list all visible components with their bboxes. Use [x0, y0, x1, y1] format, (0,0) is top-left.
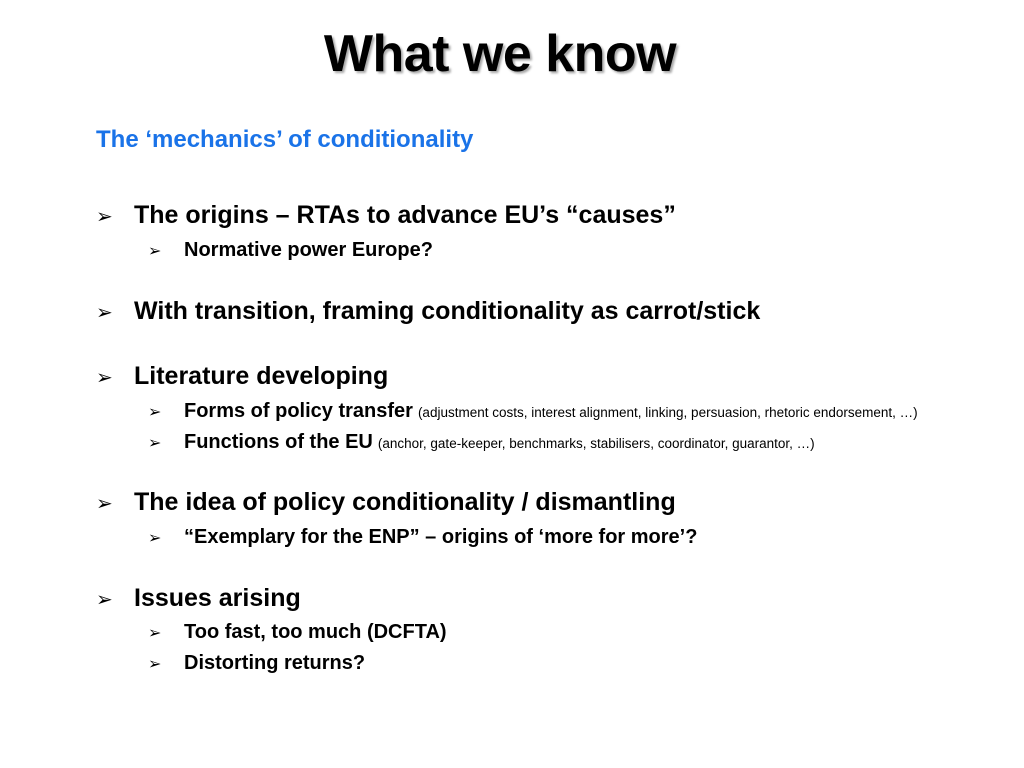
arrow-bullet-icon: ➢: [148, 243, 162, 260]
bullet-text: Literature developing: [134, 362, 389, 390]
slide-title: What we know: [323, 25, 677, 83]
sub-bullet-text: “Exemplary for the ENP” – origins of ‘more for more’?: [184, 526, 698, 548]
sub-bullet-note: (anchor, gate-keeper, benchmarks, stabilisers, coordinator, guarantor, …): [377, 436, 815, 451]
arrow-bullet-icon: ➢: [148, 404, 162, 421]
sub-bullet-text: Too fast, too much (DCFTA): [184, 621, 447, 643]
arrow-bullet-icon: ➢: [96, 589, 113, 611]
slide-subtitle: The ‘mechanics’ of conditionality: [96, 126, 474, 153]
arrow-bullet-icon: ➢: [148, 435, 162, 452]
sub-bullet-policy-transfer: [148, 400, 918, 423]
bullet-text: Issues arising: [134, 584, 301, 612]
arrow-bullet-icon: ➢: [96, 206, 113, 228]
sub-bullet-functions-eu: [148, 431, 815, 454]
arrow-bullet-icon: ➢: [148, 625, 162, 642]
bullet-text: With transition, framing conditionality as carrot/stick: [134, 297, 761, 325]
bullet-issues: [96, 584, 301, 613]
bullet-text: The origins – RTAs to advance EU’s “causes”: [134, 201, 676, 229]
bullet-transition: [96, 297, 760, 326]
bullet-policy-conditionality: [96, 488, 676, 517]
sub-bullet-note: (adjustment costs, interest alignment, linking, persuasion, rhetoric endorsement, …): [417, 405, 918, 420]
arrow-bullet-icon: ➢: [96, 302, 113, 324]
sub-bullet-text: Distorting returns?: [184, 652, 366, 674]
sub-bullet-enp: [148, 526, 697, 549]
sub-bullet-text: Functions of the EU: [184, 431, 373, 453]
bullet-text: The idea of policy conditionality / dismantling: [134, 488, 676, 516]
sub-bullet-text: Normative power Europe?: [184, 239, 433, 261]
sub-bullet-too-fast: [148, 621, 447, 644]
arrow-bullet-icon: ➢: [148, 530, 162, 547]
arrow-bullet-icon: ➢: [148, 656, 162, 673]
arrow-bullet-icon: ➢: [96, 367, 113, 389]
bullet-literature: [96, 362, 388, 391]
arrow-bullet-icon: ➢: [96, 493, 113, 515]
sub-bullet-text: Forms of policy transfer: [184, 400, 413, 422]
bullet-origins: [96, 201, 676, 230]
sub-bullet-distorting: [148, 652, 365, 675]
sub-bullet-normative-power: [148, 239, 433, 262]
